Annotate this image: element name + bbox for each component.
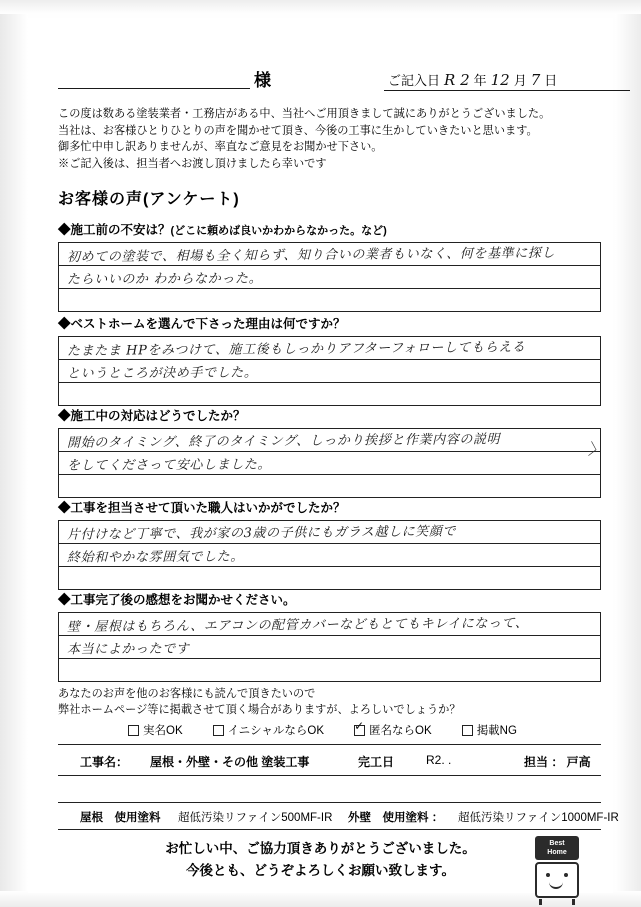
answer-box-1[interactable] [58,242,601,312]
checkbox-option-no-publish[interactable] [462,722,517,738]
answer-line [59,521,600,544]
entry-date-month-value: 12 [490,71,510,89]
publication-permission-text [58,686,603,718]
checkbox-label: 実名OK [143,725,183,737]
answer-box-3[interactable] [58,428,601,498]
wall-paint-label: 外壁 使用塗料 ： [348,812,444,824]
logo-mascot-legs [539,899,575,905]
entry-date-day-value: 7 [530,71,541,89]
work-details-row [58,744,601,776]
month-unit: 月 [513,73,527,88]
answer-box-5[interactable] [58,612,601,682]
wall-paint-value: 超低汚染リファイン1000MF-IR [458,812,619,824]
handwritten-answer-line: というところが決め手でした。 [66,365,258,382]
question-4-title: ◆工事を担当させて頂いた職人はいかがでしたか？ [58,501,346,515]
customer-name-line [58,88,250,89]
question-block-4 [58,498,603,590]
question-block-1 [58,220,603,312]
work-name-value: 屋根・外壁・その他 塗装工事 [150,755,310,769]
answer-line [59,360,600,383]
logo-wordmark [535,836,579,860]
question-1-title: ◆施工前の不安は？ [58,223,171,237]
question-4-label [58,498,603,516]
intro-line-2: 当社は、お客様ひとりひとりの声を聞かせて頂き、今後の工事に生かしていきたいと思います。 [58,124,538,137]
answer-line [59,613,600,636]
permission-checkbox-group [128,722,598,738]
handwritten-answer-line: 本当によかったです [66,641,190,658]
sama-suffix: 様 [254,71,272,90]
roof-paint-value: 超低汚染リファイン500MF-IR [178,812,333,824]
header-row [58,60,598,94]
answer-line [59,243,600,266]
question-3-title: ◆施工中の対応はどうでしたか？ [58,409,246,423]
date-underline [384,90,630,91]
intro-paragraph [58,106,603,172]
intro-line-1: この度は数ある塗装業者・工務店がある中、当社へご用頂きまして誠にありがとうございました。 [58,108,551,120]
handwritten-answer-line: 終始和やかな雰囲気でした。 [66,549,244,566]
answer-line [59,452,600,475]
entry-date-group [388,70,557,89]
closing-line-1: お忙しい中、ご協力頂きありがとうございました。 [165,841,476,856]
paint-materials-row [58,802,619,830]
person-in-charge: 担当 ： 戸高 [524,755,591,769]
scan-edge-right [615,0,641,907]
handwritten-answer-line: たらいいのか わからなかった。 [66,271,263,288]
question-3-label [58,406,603,424]
question-1-subtitle: (どこに頼めば良いかわからなかった。など) [170,225,387,237]
handwritten-answer-line: たまたま HPをみつけて、施工後もしっかりアフターフォローしてもらえる [66,339,526,360]
checkbox-label: 匿名ならOK [369,725,432,737]
closing-message [28,838,613,882]
permission-line-1: あなたのお声を他のお客様にも読んで頂きたいので [58,688,316,700]
logo-word-best: Best [549,840,565,847]
handwritten-answer-line: 片付けなど丁寧で、我が家の3歳の子供にもガラス越しに笑顔で [66,524,457,543]
answer-line [59,636,600,659]
closing-line-2: 今後とも、どうぞよろしくお願い致します。 [186,863,455,878]
question-5-label [58,590,603,608]
completion-date-value: R2. . [426,753,452,767]
checkbox-label: イニシャルならOK [227,725,325,737]
best-home-logo [531,836,583,898]
stray-pen-mark: 〉 [586,439,607,462]
checkbox-option-initials[interactable] [213,722,324,738]
checkbox-option-real-name[interactable] [128,722,183,738]
logo-mouth [549,881,563,889]
scan-edge-left [0,0,28,907]
entry-date-year-value: R 2 [444,71,470,89]
logo-eye-right [564,873,568,877]
answer-line [59,266,600,289]
answer-box-2[interactable] [58,336,601,406]
answer-box-4[interactable] [58,520,601,590]
answer-line [59,475,600,497]
checkbox-option-anonymous[interactable] [354,722,432,738]
logo-mascot-face-icon [535,862,579,898]
checkbox-label: 掲載NG [476,725,517,737]
checkbox-icon-checked[interactable] [354,725,365,736]
handwritten-answer-line: 壁・屋根はもちろん、エアコンの配管カバーなどもとてもキレイになって、 [66,615,529,636]
answer-line [59,567,600,589]
question-block-2 [58,314,603,406]
handwritten-answer-line: 初めての塗装で、相場も全く知らず、知り合いの業者もいなく、何を基準に探し [66,245,556,266]
answer-line [59,429,600,452]
scan-edge-top [0,0,641,14]
question-2-title: ◆ベストホームを選んで下さった理由は何ですか？ [58,317,346,331]
answer-line [59,337,600,360]
answer-line [59,659,600,681]
permission-line-2: 弊社ホームページ等に掲載させて頂く場合がありますが、よろしいでしょうか？ [58,704,461,716]
section-title: お客様の声(アンケート) [58,191,240,208]
answer-line [59,544,600,567]
checkbox-icon[interactable] [462,725,473,736]
entry-date-label: ご記入日 [388,73,441,88]
handwritten-answer-line: をしてくださって安心しました。 [66,457,272,474]
intro-line-3: 御多忙中申し訳ありませんが、率直なご意見をお聞かせ下さい。 [58,141,383,153]
logo-eye-left [546,873,550,877]
roof-paint-label: 屋根 使用塗料 [80,812,161,824]
logo-word-home: Home [547,849,567,856]
question-2-label [58,314,603,332]
answer-line [59,383,600,405]
completion-date-label: 完工日 [358,755,395,769]
handwritten-answer-line: 開始のタイミング、終了のタイミング、しっかり挨拶と作業内容の説明 [66,432,501,451]
day-unit: 日 [544,73,558,88]
question-block-3 [58,406,603,498]
survey-sheet [28,18,619,893]
question-5-title: ◆工事完了後の感想をお聞かせください。 [58,593,296,607]
work-name-label: 工事名： [80,755,129,769]
question-1-label [58,220,603,238]
intro-line-4: ※ご記入後は、担当者へお渡し頂けましたら幸いです [58,157,327,170]
question-block-5 [58,590,603,682]
year-unit: 年 [473,73,487,88]
answer-line [59,289,600,311]
checkbox-icon[interactable] [128,725,139,736]
checkbox-icon[interactable] [213,725,224,736]
